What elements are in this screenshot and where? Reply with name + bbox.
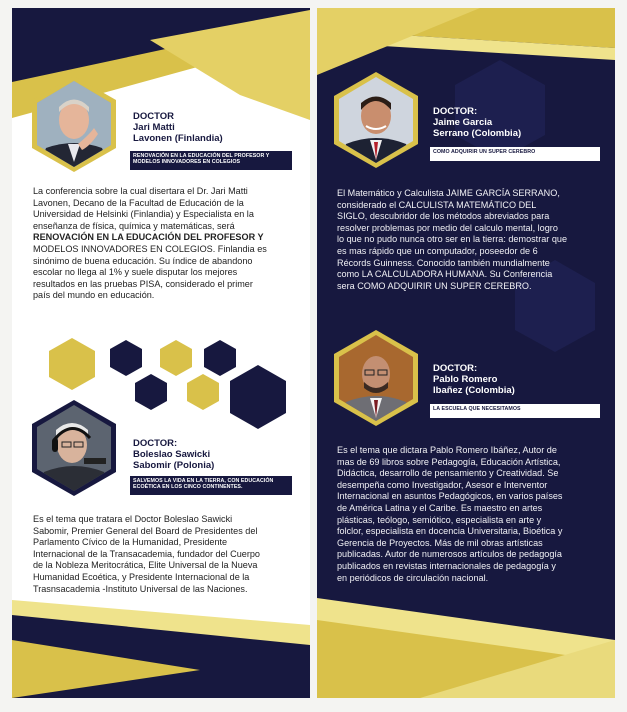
speaker1-line: Lavonen, Decano de la Facultad de Educación de la (33, 197, 244, 208)
speaker2-description (33, 514, 298, 595)
speaker2-name-block (133, 438, 214, 471)
speaker1-line: RENOVACIÓN EN LA EDUCACIÓN DEL PROFESOR Y (33, 232, 264, 243)
speaker3-line: sera COMO ADQUIRIR UN SUPER CEREBRO. (337, 280, 532, 291)
speaker2-line: Sabomir, Premier General del Board de Presidentes del (33, 525, 258, 536)
speaker4-topic: LA ESCUELA QUE NECESITAMOS (433, 406, 521, 412)
speaker1-line: sinónimo de buena educación. Su índice de abandono (33, 255, 253, 266)
speaker4-name-block (433, 363, 515, 396)
speaker2-name-line1: Boleslao Sawicki (133, 449, 211, 460)
speaker4-line: publicados en revistas internacionales de pedagogía y (337, 560, 556, 571)
speaker1-line: Universidad de Helsinki (Finlandia) y Especialista en la (33, 209, 254, 220)
speaker3-name-block (433, 106, 521, 139)
speaker3-line: Récords Guinness. Conocido también mundialmente (337, 257, 550, 268)
speaker1-name-line2: Lavonen (Finlandia) (133, 133, 223, 144)
speaker1-description (33, 186, 298, 302)
speaker2-line: Trasnsacademia -Instituto Universal de las Naciones. (33, 583, 248, 594)
speaker1-line: enseñanza de física, química y matemáticas, será (33, 220, 235, 231)
speaker1-topic-line1: RENOVACIÓN EN LA EDUCACIÓN DEL PROFESOR Y (133, 153, 270, 159)
speaker4-name-line1: Pablo Romero (433, 374, 498, 385)
speaker3-topic: COMO ADQUIRIR UN SUPER CEREBRO (433, 149, 536, 155)
speaker2-line: de la Nobleza Meritocrática, Elite Universal de la Nueva (33, 560, 258, 571)
speaker3-description (337, 188, 601, 292)
speaker4-line: Gerencia de Proyectos. Más de mil obras artísticas (337, 537, 543, 548)
speaker1-line: país del mundo en educación. (33, 290, 155, 301)
speaker1-name-line1: Jari Matti (133, 122, 175, 133)
speaker3-name-line2: Serrano (Colombia) (433, 128, 522, 139)
speaker3-title: DOCTOR: (433, 106, 478, 117)
speaker2-topic-banner (130, 476, 292, 495)
speaker4-line: desempeña como Investigador, Asesor e Interventor (337, 479, 548, 490)
speaker4-line: publicadas. Autor de numerosos artículos de pedagogía (337, 549, 562, 560)
speaker4-photo (330, 328, 422, 428)
speaker4-line: folclor, especialista en docencia Universitaria, Bioética y (337, 526, 563, 537)
speaker4-line: Didáctica, desarrollo de pensamiento y Creatividad. Se (337, 468, 559, 479)
speaker4-line: plásticas, teólogo, semiótico, especialista en arte y (337, 514, 542, 525)
speaker2-line: Parlamento Cívico de la Humanidad, Presidente (33, 537, 228, 548)
speaker1-line: resultados en las pruebas PISA, considerado el primer (33, 278, 253, 289)
speaker1-title: DOCTOR (133, 111, 174, 122)
speaker3-topic-banner (430, 147, 600, 161)
speaker1-line: MODELOS INNOVADORES EN COLEGIOS. Finlandia es (33, 243, 267, 254)
speaker3-name-line1: Jaime Garcia (433, 117, 493, 128)
speaker2-photo (28, 398, 120, 498)
speaker2-name-line2: Sabomir (Polonia) (133, 460, 215, 471)
speaker4-line: Internacional en asuntos Pedagógicos, en varios países (337, 491, 563, 502)
speaker3-line: resolver problemas por medio del calculo mental, logro (337, 222, 558, 233)
speaker4-topic-banner (430, 404, 600, 418)
speaker3-line: El Matemático y Calculista JAIME GARCÍA SERRANO, (337, 188, 560, 198)
speaker3-photo (330, 70, 422, 170)
speaker4-description (337, 445, 601, 584)
speaker4-title: DOCTOR: (433, 363, 478, 374)
speaker4-name-line2: Ibañez (Colombia) (433, 385, 515, 396)
speaker3-line: es mas rápido que un computador, poseedor de 6 (337, 245, 538, 256)
speaker2-line: Es el tema que tratara el Doctor Boleslao Sawicki (33, 514, 233, 524)
speaker4-line: de América Latina y el Caribe. Es maestro en artes (337, 502, 543, 513)
speaker4-line: en periódicos de circulación nacional. (337, 572, 489, 583)
speaker2-line: Internacional de la Transacademia, fundador del Cuerpo (33, 548, 260, 559)
speaker1-topic-banner (130, 151, 292, 170)
speaker4-line: mas de 69 libros sobre Pedagogía, Educación Artística, (337, 456, 561, 467)
speaker1-name-block (133, 111, 223, 144)
speaker1-topic-line2: MODELOS INNOVADORES EN COLEGIOS (133, 159, 241, 166)
speaker2-line: Humanidad Ecoética, y Presidente Internacional de la (33, 571, 250, 582)
speaker4-line: Es el tema que dictara Pablo Romero Ibáñez, Autor de (337, 445, 557, 455)
speaker1-photo (28, 74, 120, 174)
speaker1-line: La conferencia sobre la cual disertara el Dr. Jari Matti (33, 186, 248, 196)
speaker3-line: considerado el CALCULISTA MATEMÁTICO DEL (337, 199, 537, 210)
speaker2-title: DOCTOR: (133, 438, 178, 449)
speaker3-line: como LA CALCULADORA HUMANA. Su Conferencia (337, 269, 553, 280)
speaker3-line: lo que no pudo nunca otro ser en la tierra: demostrar que (337, 234, 568, 245)
speaker2-topic-line2: ECOÉTICA EN LOS CINCO CONTINENTES. (133, 484, 243, 491)
speaker1-line: escolar no llega al 1% y suele disputar los mejores (33, 267, 238, 278)
speaker3-line: SIGLO, descubridor de los métodos abreviados para (337, 211, 550, 222)
speaker2-topic-line1: SALVEMOS LA VIDA EN LA TIERRA, CON EDUCACIÓN (133, 478, 274, 484)
